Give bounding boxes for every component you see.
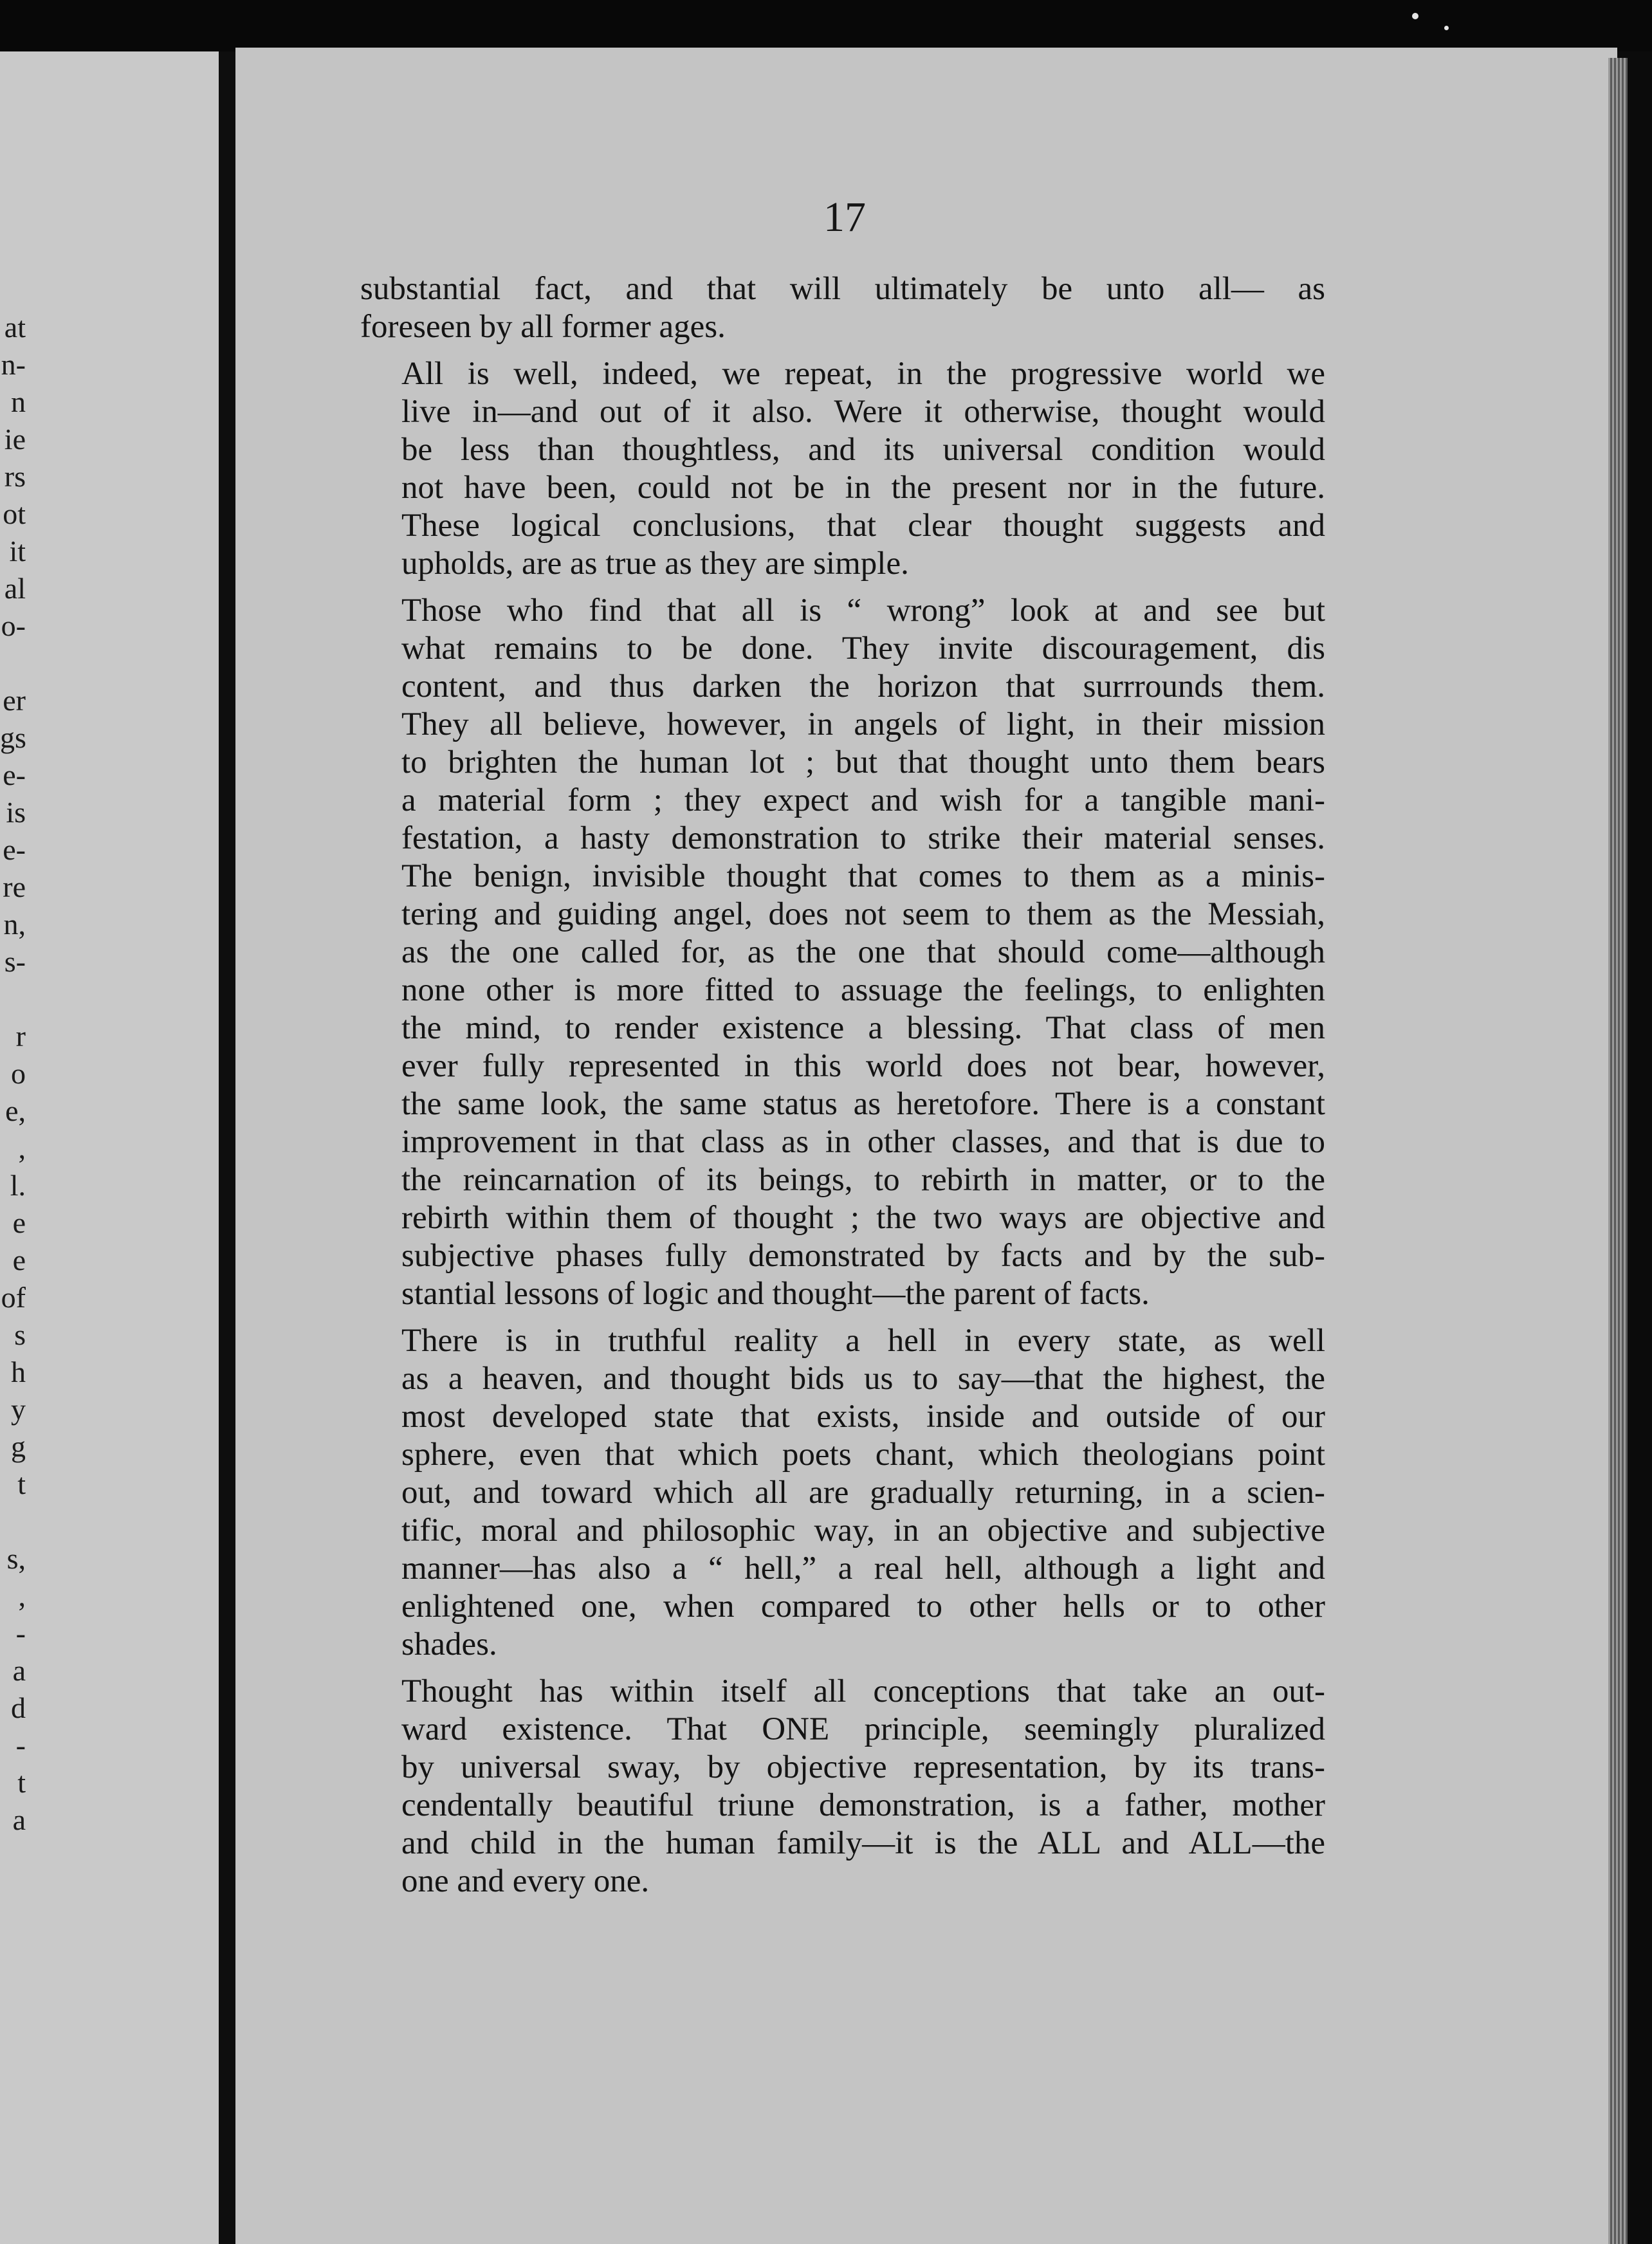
facing-page-fragment: e- — [3, 833, 26, 866]
text-line: All is well, indeed, we repeat, in the progressive world we — [401, 356, 1325, 392]
facing-page-fragment: al — [4, 572, 26, 605]
facing-page-fragment: n — [11, 385, 26, 418]
facing-page-fragment: at — [4, 311, 26, 344]
facing-page-fragment: s- — [4, 945, 26, 978]
page-edges — [1608, 58, 1628, 2244]
text-line: festation, a hasty demonstration to strike their material senses. — [401, 820, 1325, 856]
text-line: what remains to be done. They invite discouragement, dis — [401, 630, 1325, 667]
text-line: as the one called for, as the one that should come—although — [401, 934, 1325, 970]
facing-page-fragment — [0, 645, 26, 682]
text-line: live in—and out of it also. Were it otherwise, thought would — [401, 394, 1325, 430]
text-line: improvement in that class as in other classes, and that is due to — [401, 1124, 1325, 1160]
page-number: 17 — [823, 194, 866, 241]
text-line: shades. — [401, 1626, 497, 1662]
facing-page-left — [0, 51, 219, 2244]
facing-page-fragment: a — [12, 1654, 26, 1687]
text-line: substantial fact, and that will ultimately be unto all— as — [360, 271, 1325, 307]
facing-page-fragment: e — [12, 1206, 26, 1239]
text-line: The benign, invisible thought that comes to them as a minis- — [401, 858, 1325, 894]
facing-page-fragment: e — [12, 1244, 26, 1276]
facing-page-fragment: it — [9, 535, 26, 567]
text-line: stantial lessons of logic and thought—the parent of facts. — [401, 1276, 1150, 1312]
facing-page-fragment: of — [1, 1281, 26, 1314]
facing-page-fragment: o — [11, 1057, 26, 1090]
text-line: They all believe, however, in angels of light, in their mission — [401, 706, 1325, 742]
text-line: to brighten the human lot ; but that thought unto them bears — [401, 744, 1325, 780]
text-line: Those who find that all is “ wrong” look at and see but — [401, 593, 1325, 629]
text-line: not have been, could not be in the present nor in the future. — [401, 470, 1325, 506]
facing-page-fragment: d — [11, 1691, 26, 1724]
text-line: and child in the human family—it is the ALL and ALL—the — [401, 1825, 1325, 1861]
text-line: ward existence. That ONE principle, seemingly pluralized — [401, 1711, 1325, 1747]
facing-page-fragment: y — [11, 1393, 26, 1426]
facing-page-fragment: a — [12, 1803, 26, 1836]
text-line: none other is more fitted to assuage the feelings, to enlighten — [401, 972, 1325, 1008]
paragraph — [360, 592, 1325, 1313]
facing-page-fragment: re — [3, 870, 26, 903]
facing-page-fragment: - — [15, 1729, 26, 1761]
facing-page-fragment: gs — [0, 721, 26, 754]
facing-page-fragment: n- — [1, 348, 26, 381]
facing-page-fragment: s — [14, 1318, 26, 1351]
text-line: These logical conclusions, that clear thought suggests and — [401, 508, 1325, 544]
text-line: tering and guiding angel, does not seem to them as the Messiah, — [401, 896, 1325, 932]
text-line: subjective phases fully demonstrated by facts and by the sub- — [401, 1238, 1325, 1274]
facing-page-fragment: ie — [4, 423, 26, 455]
facing-page-fragment: - — [15, 1617, 26, 1650]
text-line: the mind, to render existence a blessing. That class of men — [401, 1010, 1325, 1046]
facing-page-fragment: er — [3, 684, 26, 717]
text-line: foreseen by all former ages. — [360, 309, 726, 345]
text-line: Thought has within itself all conceptions that take an out- — [401, 1673, 1325, 1709]
text-line: content, and thus darken the horizon that surrrounds them. — [401, 668, 1325, 704]
paragraph — [360, 1673, 1325, 1900]
text-line: There is in truthful reality a hell in every state, as well — [401, 1323, 1325, 1359]
scan-speck — [1412, 13, 1418, 19]
facing-page-fragment: , — [18, 1132, 26, 1164]
facing-page-fragment: e- — [3, 759, 26, 791]
text-line: ever fully represented in this world does not bear, however, — [401, 1048, 1325, 1084]
facing-page-fragment: h — [11, 1356, 26, 1388]
facing-page-fragment: t — [17, 1467, 26, 1500]
text-line: the same look, the same status as heretofore. There is a constant — [401, 1086, 1325, 1122]
text-line: by universal sway, by objective representation, by its trans- — [401, 1749, 1325, 1785]
facing-page-fragment: l. — [10, 1169, 26, 1202]
facing-page-fragment: n, — [3, 908, 26, 941]
paragraph — [360, 355, 1325, 583]
facing-page-fragment: e, — [5, 1094, 26, 1127]
text-line: cendentally beautiful triune demonstration, is a father, mother — [401, 1787, 1325, 1823]
text-line: out, and toward which all are gradually returning, in a scien- — [401, 1475, 1325, 1511]
text-line: upholds, are as true as they are simple. — [401, 546, 909, 582]
text-line: as a heaven, and thought bids us to say—that the highest, the — [401, 1361, 1325, 1397]
paragraph — [360, 270, 1325, 346]
facing-page-fragment: g — [11, 1430, 26, 1463]
text-line: enlightened one, when compared to other hells or to other — [401, 1588, 1325, 1624]
scan-speck — [1444, 26, 1449, 30]
facing-page-fragment: , — [18, 1579, 26, 1612]
facing-page-fragment: o- — [1, 609, 26, 642]
facing-page-fragment: t — [17, 1766, 26, 1799]
book-gutter — [219, 51, 235, 2244]
text-line: the reincarnation of its beings, to rebirth in matter, or to the — [401, 1162, 1325, 1198]
facing-page-text-fragments — [0, 309, 26, 1839]
facing-page-fragment: rs — [4, 460, 26, 493]
text-line: sphere, even that which poets chant, which theologians point — [401, 1437, 1325, 1473]
text-line: manner—has also a “ hell,” a real hell, although a light and — [401, 1550, 1325, 1586]
text-line: rebirth within them of thought ; the two ways are objective and — [401, 1200, 1325, 1236]
facing-page-fragment: is — [6, 796, 26, 829]
facing-page-fragment: s, — [6, 1542, 26, 1575]
text-line: be less than thoughtless, and its universal condition would — [401, 432, 1325, 468]
paragraph — [360, 1322, 1325, 1664]
facing-page-fragment — [0, 980, 26, 1018]
text-line: one and every one. — [401, 1863, 650, 1899]
scan-border-top — [0, 0, 1652, 51]
facing-page-fragment — [0, 1503, 26, 1540]
text-line: a material form ; they expect and wish for a tangible mani- — [401, 782, 1325, 818]
text-line: tific, moral and philosophic way, in an objective and subjective — [401, 1513, 1325, 1549]
facing-page-fragment: ot — [3, 497, 26, 530]
facing-page-fragment: r — [15, 1020, 26, 1053]
text-line: most developed state that exists, inside and outside of our — [401, 1399, 1325, 1435]
page-body-text — [360, 270, 1325, 1909]
